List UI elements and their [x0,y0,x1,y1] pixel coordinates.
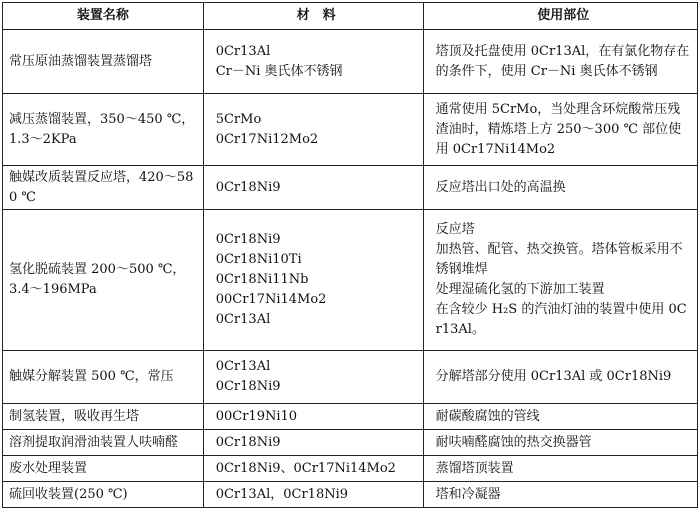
usage-item: 通常使用 5CrMo，当处理含环烷酸常压残渣油时，精炼塔上方 250～300 ℃ 部位使用 0Cr17Ni14Mo2 [435,101,682,157]
material-item: 0Cr18Ni11Nb [215,272,309,287]
usage-cell [423,482,697,508]
table-row [3,351,698,404]
usage-cell [423,430,697,456]
table-row [3,94,698,166]
material-cell [203,210,423,351]
table-row [3,166,698,210]
table-row [3,210,698,351]
material-item: 00Cr19Ni10 [215,408,298,424]
usage-item: 耐碳酸腐蚀的管线 [435,408,540,424]
usage-item: 塔和冷凝器 [435,486,501,502]
header-device-name: 装置名称 [3,3,204,30]
material-cell [203,430,423,456]
usage-item: 耐呋喃醛腐蚀的热交换器管 [435,434,592,450]
usage-cell [423,166,697,210]
materials-table-container [2,2,698,508]
usage-cell [423,30,697,94]
device-name-cell: 常压原油蒸馏装置蒸馏塔 [3,30,204,94]
usage-cell [423,351,697,404]
material-item: 0Cr18Ni10Ti [215,252,302,267]
materials-table [2,2,698,508]
table-row [3,404,698,430]
material-item: 0Cr18Ni9 [215,179,281,195]
material-cell [203,94,423,166]
material-cell [203,30,423,94]
material-cell [203,351,423,404]
material-item: 0Cr17Ni12Mo2 [215,131,319,147]
material-item: Cr－Ni 奥氏体不锈钢 [215,63,343,79]
device-name-cell: 废水处理装置 [3,456,204,482]
table-row [3,456,698,482]
usage-cell [423,456,697,482]
usage-cell [423,404,697,430]
device-name-cell: 氢化脱硫装置 200～500 ℃，3.4～196MPa [3,210,204,351]
material-item: 00Cr17Ni14Mo2 [215,292,327,307]
material-item: 0Cr13Al [215,43,271,59]
material-item: 0Cr13Al [215,359,271,374]
material-item: 0Cr13Al [215,312,271,327]
material-item: 0Cr18Ni9、0Cr17Ni14Mo2 [215,460,396,476]
material-item: 0Cr13Al，0Cr18Ni9 [215,486,349,502]
usage-item: 在含较少 H₂S 的汽油灯油的装置中使用 0Cr13Al。 [435,302,687,337]
material-cell [203,166,423,210]
table-header-row [3,3,698,30]
header-usage-location: 使用部位 [423,3,697,30]
table-row [3,430,698,456]
material-item: 0Cr18Ni9 [215,232,281,247]
usage-cell [423,94,697,166]
device-name-cell: 触媒分解装置 500 ℃，常压 [3,351,204,404]
device-name-cell: 触媒改质装置反应塔，420～580 ℃ [3,166,204,210]
usage-item: 加热管、配管、热交换管。塔体管板采用不锈钢堆焊 [435,242,683,277]
material-cell [203,456,423,482]
usage-item: 处理湿硫化氢的下游加工装置 [435,282,605,297]
usage-item: 分解塔部分使用 0Cr13Al 或 0Cr18Ni9 [435,369,672,384]
usage-item: 反应塔出口处的高温换 [435,179,566,195]
material-item: 0Cr18Ni9 [215,434,281,450]
usage-item: 塔顶及托盘使用 0Cr13Al，在有氯化物存在的条件下，使用 Cr－Ni 奥氏体不锈钢 [435,43,690,79]
material-cell [203,404,423,430]
device-name-cell: 减压蒸馏装置，350～450 ℃，1.3～2KPa [3,94,204,166]
usage-item: 反应塔 [435,222,475,237]
table-row [3,30,698,94]
material-cell [203,482,423,508]
header-material: 材 料 [203,3,423,30]
device-name-cell: 硫回收装置(250 ℃) [3,482,204,508]
material-item: 5CrMo [215,111,262,127]
device-name-cell: 溶剂提取润滑油装置人呋喃醛 [3,430,204,456]
material-item: 0Cr18Ni9 [215,379,281,394]
usage-item: 蒸馏塔顶装置 [435,460,514,476]
device-name-cell: 制氢装置，吸收再生塔 [3,404,204,430]
table-row [3,482,698,508]
usage-cell [423,210,697,351]
